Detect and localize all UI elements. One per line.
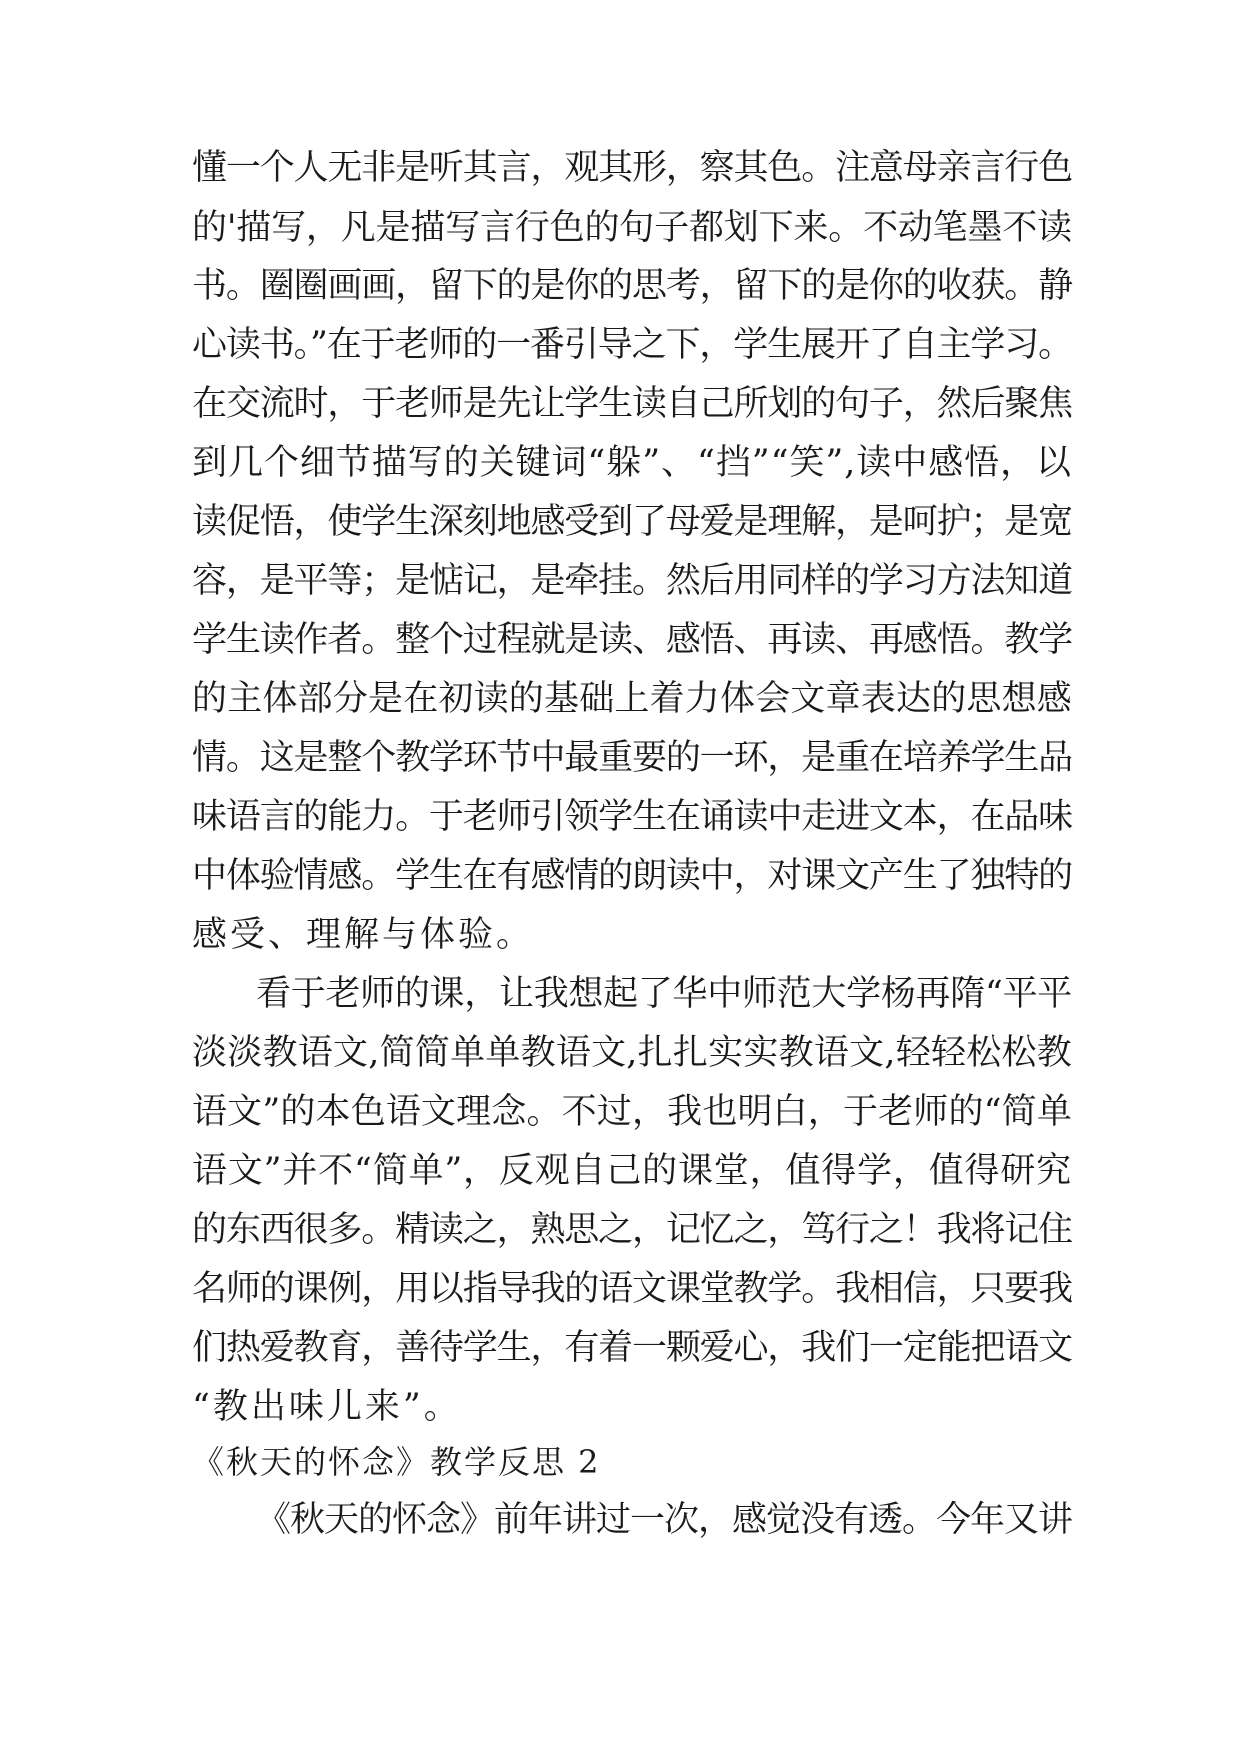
paragraph-line: 心读书。”在于老师的一番引导之下，学生展开了自主学习。 <box>192 325 1072 365</box>
paragraph-line: 容，是平等；是惦记，是牵挂。然后用同样的学习方法知道 <box>192 561 1072 601</box>
paragraph-line: 味语言的能力。于老师引领学生在诵读中走进文本，在品味 <box>192 797 1072 837</box>
paragraph-line: 书。圈圈画画，留下的是你的思考，留下的是你的收获。静 <box>192 266 1072 306</box>
paragraph-line: 的'描写，凡是描写言行色的句子都划下来。不动笔墨不读 <box>192 208 1072 248</box>
paragraph-line: 学生读作者。整个过程就是读、感悟、再读、再感悟。教学 <box>192 620 1072 660</box>
paragraph-line: 情。这是整个教学环节中最重要的一环，是重在培养学生品 <box>192 738 1072 778</box>
paragraph-line: 到几个细节描写的关键词“躲”、“挡”“笑”,读中感悟，以 <box>192 443 1072 483</box>
paragraph-line: 语文”并不“简单”，反观自己的课堂，值得学，值得研究 <box>192 1151 1072 1191</box>
paragraph-line: 《秋天的怀念》前年讲过一次，感觉没有透。今年又讲 <box>256 1500 1072 1540</box>
paragraph-line: 读促悟，使学生深刻地感受到了母爱是理解，是呵护；是宽 <box>192 502 1072 542</box>
paragraph-line: “教出味儿来”。 <box>192 1387 462 1427</box>
paragraph-line: 的主体部分是在初读的基础上着力体会文章表达的思想感 <box>192 679 1072 719</box>
paragraph-line: 懂一个人无非是听其言，观其形，察其色。注意母亲言行色 <box>192 148 1072 188</box>
paragraph-line: 名师的课例，用以指导我的语文课堂教学。我相信，只要我 <box>192 1269 1072 1309</box>
paragraph-line: 看于老师的课，让我想起了华中师范大学杨再隋“平平 <box>256 974 1072 1014</box>
paragraph-line: 的东西很多。精读之，熟思之，记忆之，笃行之！我将记住 <box>192 1210 1072 1250</box>
paragraph-line: 语文”的本色语文理念。不过，我也明白，于老师的“简单 <box>192 1092 1072 1132</box>
paragraph-line: 感受、理解与体验。 <box>192 915 535 955</box>
paragraph-line: 在交流时，于老师是先让学生读自己所划的句子，然后聚焦 <box>192 384 1072 424</box>
paragraph-line: 们热爱教育，善待学生，有着一颗爱心，我们一定能把语文 <box>192 1328 1072 1368</box>
paragraph-line: 中体验情感。学生在有感情的朗读中，对课文产生了独特的 <box>192 856 1072 896</box>
section-heading: 《秋天的怀念》教学反思 2 <box>192 1443 601 1481</box>
paragraph-line: 淡淡教语文,简简单单教语文,扎扎实实教语文,轻轻松松教 <box>192 1033 1072 1073</box>
